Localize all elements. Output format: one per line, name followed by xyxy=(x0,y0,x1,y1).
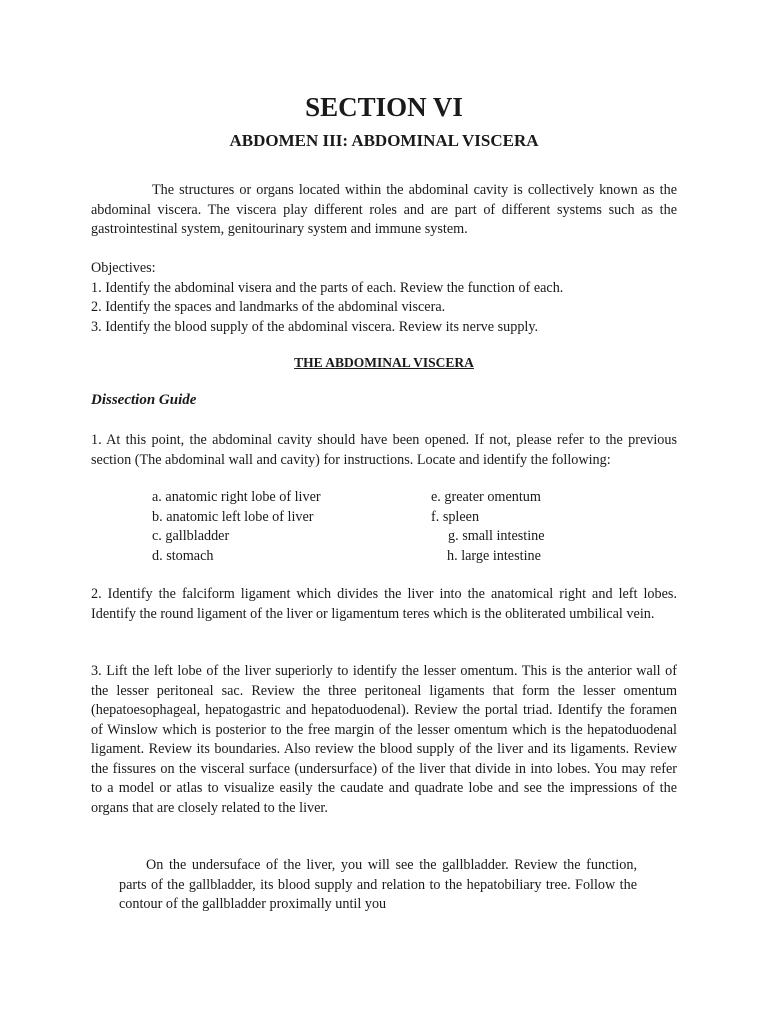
objective-item: 1. Identify the abdominal visera and the parts of each. Review the function of each. xyxy=(91,279,564,296)
section-heading: THE ABDOMINAL VISCERA xyxy=(294,355,474,370)
step-3-paragraph: 3. Lift the left lobe of the liver superiorly to identify the lesser omentum. This is the anterior wall of the lesser peritoneal sac. Review the three peritoneal ligaments that form the lesser omentum (hepatoesophageal, hepatogastric and hepatoduodenal). Review the portal triad. Identify the foramen of Winslow which is posterior to the free margin of the lesser omentum which is the hepatoduodenal ligament. Review its boundaries. Also review the blood supply of the liver and its ligaments. Review the fissures on the visceral surface (undersurface) of the liver that divide in into lobes. You may refer to a model or atlas to visualize easily the caudate and quadrate lobe and see the impressions of the organs that are closely related to the liver. xyxy=(91,663,677,816)
list-item: a. anatomic right lobe of liver xyxy=(152,489,321,505)
objectives-block xyxy=(91,259,677,337)
list-item: h. large intestine xyxy=(447,547,541,564)
objectives-heading: Objectives: xyxy=(91,260,156,276)
page-subtitle: ABDOMEN III: ABDOMINAL VISCERA xyxy=(229,131,539,150)
list-item: b. anatomic left lobe of liver xyxy=(152,508,314,525)
list-item: g. small intestine xyxy=(448,528,545,544)
intro-paragraph: The structures or organs located within the abdominal cavity is collectively known as the abdominal viscera. The viscera play different roles and are part of different systems such as the gastrointestinal system, genitourinary system and immune system. xyxy=(91,182,677,237)
gallbladder-paragraph: On the undersuface of the liver, you will see the gallbladder. Review the function, parts of the gallbladder, its blood supply and relation to the hepatobiliary tree. Follow the contour of the gallbladder proximally until you xyxy=(119,857,637,912)
objective-item: 2. Identify the spaces and landmarks of the abdominal viscera. xyxy=(91,299,446,315)
list-item: e. greater omentum xyxy=(431,489,541,505)
page-title: SECTION VI xyxy=(305,92,463,122)
list-item: f. spleen xyxy=(431,508,480,525)
step-2-paragraph: 2. Identify the falciform ligament which divides the liver into the anatomical right and left lobes. Identify the round ligament of the liver or ligamentum teres which is the obliterated umbilical vein. xyxy=(91,586,677,622)
list-item: c. gallbladder xyxy=(152,528,230,544)
dissection-guide-heading: Dissection Guide xyxy=(91,392,197,408)
step-1-paragraph: 1. At this point, the abdominal cavity should have been opened. If not, please refer to the previous section (The abdominal wall and cavity) for instructions. Locate and identify the following: xyxy=(91,432,677,468)
objective-item: 3. Identify the blood supply of the abdominal viscera. Review its nerve supply. xyxy=(91,318,539,335)
list-item: d. stomach xyxy=(152,547,214,564)
